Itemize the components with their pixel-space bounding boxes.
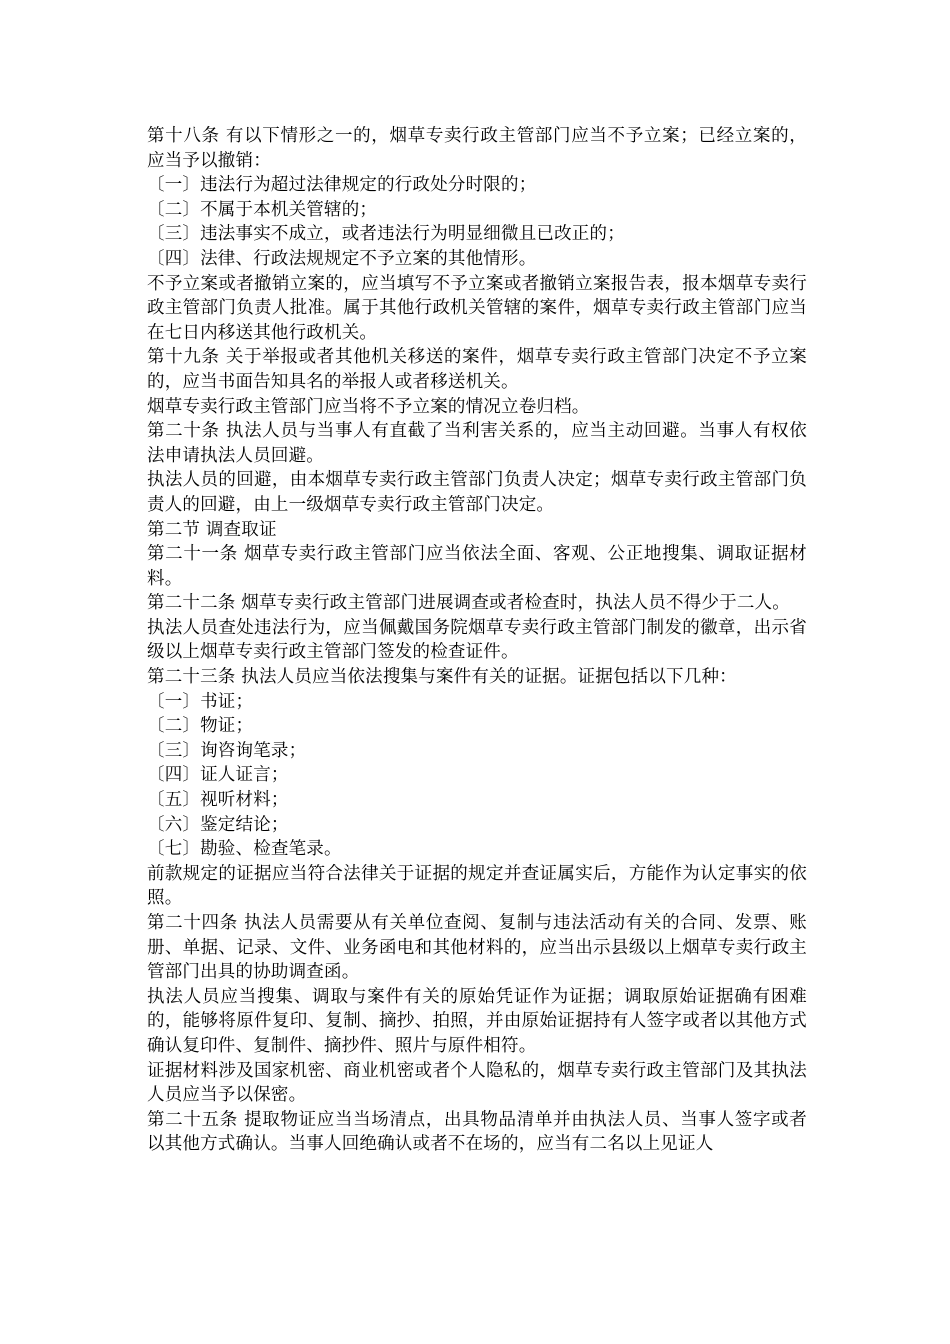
list-item: 〔二〕不属于本机关管辖的； bbox=[147, 199, 378, 220]
paragraph-article-20: 第二十条 执法人员与当事人有直截了当利害关系的，应当主动回避。当事人有权依法申请执法人员回避。 bbox=[147, 421, 807, 466]
list-item: 〔六〕鉴定结论； bbox=[147, 814, 289, 835]
paragraph: 不予立案或者撤销立案的，应当填写不予立案或者撤销立案报告表，报本烟草专卖行政主管部门负责人批准。属于其他行政机关管辖的案件，烟草专卖行政主管部门应当在七日内移送其他行政机关。 bbox=[147, 273, 807, 343]
list-item: 〔四〕证人证言； bbox=[147, 765, 289, 786]
list-item: 〔五〕视听材料； bbox=[147, 790, 289, 811]
list-item: 〔一〕书证； bbox=[147, 691, 254, 712]
paragraph-article-25: 第二十五条 提取物证应当当场清点，出具物品清单并由执法人员、当事人签字或者以其他方式确认。当事人回绝确认或者不在场的，应当有二名以上见证人 bbox=[147, 1109, 807, 1155]
paragraph-article-23: 第二十三条 执法人员应当依法搜集与案件有关的证据。证据包括以下几种： bbox=[147, 667, 737, 688]
paragraph: 执法人员的回避，由本烟草专卖行政主管部门负责人决定；烟草专卖行政主管部门负责人的回避，由上一级烟草专卖行政主管部门决定。 bbox=[147, 470, 807, 515]
list-item: 〔二〕物证； bbox=[147, 716, 254, 737]
document-body bbox=[147, 124, 807, 1157]
paragraph-article-22: 第二十二条 烟草专卖行政主管部门进展调查或者检查时，执法人员不得少于二人。 bbox=[147, 593, 790, 614]
paragraph: 烟草专卖行政主管部门应当将不予立案的情况立卷归档。 bbox=[147, 396, 590, 417]
paragraph: 证据材料涉及国家机密、商业机密或者个人隐私的，烟草专卖行政主管部门及其执法人员应当予以保密。 bbox=[147, 1060, 807, 1106]
paragraph: 执法人员查处违法行为，应当佩戴国务院烟草专卖行政主管部门制发的徽章，出示省级以上烟草专卖行政主管部门签发的检查证件。 bbox=[147, 617, 807, 663]
paragraph: 执法人员应当搜集、调取与案件有关的原始凭证作为证据；调取原始证据确有困难的，能够将原件复印、复制、摘抄、拍照，并由原始证据持有人签字或者以其他方式确认复印件、复制件、摘抄件、照片与原件相符。 bbox=[147, 986, 807, 1056]
paragraph-article-19: 第十九条 关于举报或者其他机关移送的案件，烟草专卖行政主管部门决定不予立案的，应当书面告知具名的举报人或者移送机关。 bbox=[147, 347, 807, 392]
list-item: 〔三〕违法事实不成立，或者违法行为明显细微且已改正的； bbox=[147, 224, 625, 245]
paragraph: 前款规定的证据应当符合法律关于证据的规定并查证属实后，方能作为认定事实的依照。 bbox=[147, 863, 807, 909]
list-item: 〔三〕询咨询笔录； bbox=[147, 740, 307, 761]
section-heading: 第二节 调查取证 bbox=[147, 519, 277, 540]
paragraph-article-24: 第二十四条 执法人员需要从有关单位查阅、复制与违法活动有关的合同、发票、账册、单据、记录、文件、业务函电和其他材料的，应当出示县级以上烟草专卖行政主管部门出具的协助调查函。 bbox=[147, 913, 807, 983]
list-item: 〔四〕法律、行政法规规定不予立案的其他情形。 bbox=[147, 248, 537, 269]
list-item: 〔一〕违法行为超过法律规定的行政处分时限的； bbox=[147, 175, 537, 196]
list-item: 〔七〕勘验、检查笔录。 bbox=[147, 839, 342, 860]
paragraph-article-18: 第十八条 有以下情形之一的，烟草专卖行政主管部门应当不予立案；已经立案的，应当予以撤销： bbox=[147, 126, 807, 171]
paragraph-article-21: 第二十一条 烟草专卖行政主管部门应当依法全面、客观、公正地搜集、调取证据材料。 bbox=[147, 544, 807, 589]
